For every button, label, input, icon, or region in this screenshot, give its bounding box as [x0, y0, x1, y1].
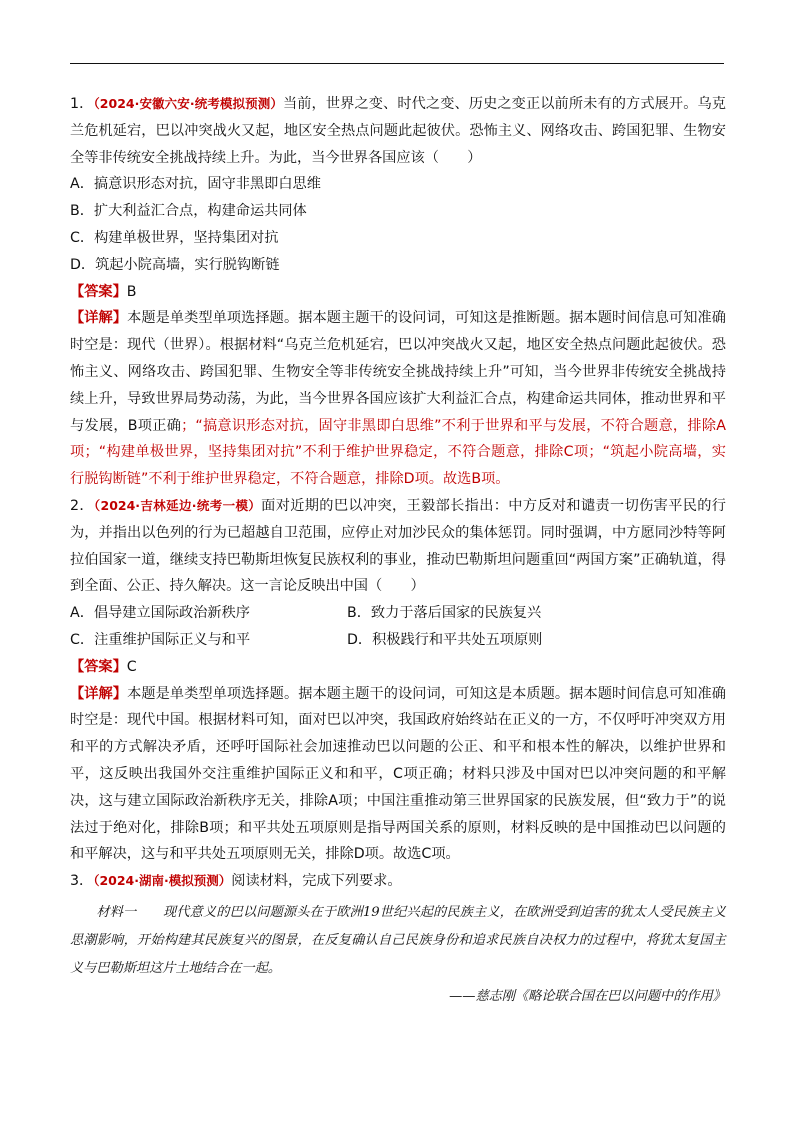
question-text: 面对近期的巴以冲突，王毅部长指出：中方反对和谴责一切伤害平民的行为，并指出以色列的行为已超越自卫范围，应停止对加沙民众的集体惩罚。同时强调，中方愿同沙特等阿拉伯国家一道，继续支持巴勒斯坦恢复民族权利的事业，推动巴勒斯坦问题重回“两国方案”正确轨道，得到全面、公正、持久解决。这一言论反映出中国（ ） [70, 497, 726, 595]
answer-line [70, 279, 726, 306]
analysis-text-highlight: ；“搞意识形态对抗，固守非黑即白思维”不利于世界和平与发展，不符合题意，排除A项；“构建单极世界，坚持集团对抗”不利于维护世界稳定，不符合题意，排除C项；“筑起小院高墙，实行脱钩断链”不利于维护世界稳定，不符合题意，排除D项。故选B项。 [70, 417, 726, 488]
analysis-text: 本题是单类型单项选择题。据本题主题干的设问词，可知这是本质题。据本题时间信息可知准确时空是：现代中国。根据材料可知，面对巴以冲突，我国政府始终站在正义的一方，不仅呼吁冲突双方用和平的方式解决矛盾，还呼吁国际社会加速推动巴以问题的公正、和平和根本性的解决，以维护世界和平，这反映出我国外交注重维护国际正义和和平，C项正确；材料只涉及中国对巴以冲突问题的和平解决，这与建立国际政治新秩序无关，排除A项；中国注重推动第三世界国家的民族发展，但“致力于”的说法过于绝对化，排除B项；和平共处五项原则是指导两国关系的原则，材料反映的是中国推动巴以问题的和平解决，这与和平共处五项原则无关，排除D项。故选C项。 [70, 685, 726, 863]
option-c: C．构建单极世界，坚持集团对抗 [70, 229, 279, 246]
material-citation: ——慈志刚《略论联合国在巴以问题中的作用》 [449, 988, 726, 1004]
option-b: B．致力于落后国家的民族复兴 [347, 605, 542, 622]
analysis-paragraph [70, 305, 726, 493]
analysis-paragraph [70, 681, 726, 869]
option-d: D．积极践行和平共处五项原则 [347, 631, 543, 648]
options-row-2 [70, 627, 726, 654]
question-2-stem [70, 493, 726, 600]
analysis-text: 本题是单类型单项选择题。据本题主题干的设问词，可知这是推断题。据本题时间信息可知准确时空是：现代（世界）。根据材料“乌克兰危机延宕，巴以冲突战火又起，地区安全热点问题此起彼伏。恐怖主义、网络攻击、跨国犯罪、生物安全等非传统安全挑战持续上升”可知，当今世界非传统安全挑战持续上升，导致世界局势动荡，为此，当今世界各国应该扩大利益汇合点，构建命运共同体，推动世界和平与发展，B项正确 [70, 310, 726, 434]
question-source: （2024·安徽六安·统考模拟预测） [93, 96, 283, 111]
material-one: 材料一 现代意义的巴以问题源头在于欧洲19世纪兴起的民族主义，在欧洲受到迫害的犹太人受民族主义思潮影响，开始构建其民族复兴的图景，在反复确认自己民族身份和追求民族自决权力的过程中，将犹太复国主义与巴勒斯坦这片土地结合在一起。 [70, 904, 726, 976]
question-number: 1． [70, 96, 94, 112]
option-a: A．倡导建立国际政治新秩序 [70, 605, 250, 622]
answer-label: 【答案】 [70, 658, 127, 675]
header-rule [70, 63, 724, 64]
analysis-label: 【详解】 [70, 310, 128, 327]
answer-label: 【答案】 [70, 283, 127, 300]
document-body [70, 91, 726, 1011]
options-row-1 [70, 600, 726, 627]
question-number: 2． [70, 497, 94, 514]
option-a: A．搞意识形态对抗，固守非黑即白思维 [70, 176, 321, 193]
question-number: 3． [70, 873, 94, 890]
answer-line [70, 654, 726, 681]
question-1-stem [70, 91, 726, 171]
question-source: （2024·湖南·模拟预测） [93, 873, 232, 889]
answer-value: C [126, 658, 137, 675]
option-b: B．扩大利益汇合点，构建命运共同体 [70, 203, 307, 220]
question-source: （2024·吉林延边·统考一模） [93, 497, 262, 513]
option-d: D．筑起小院高墙，实行脱钩断链 [70, 256, 280, 273]
question-text: 当前，世界之变、时代之变、历史之变正以前所未有的方式展开。乌克兰危机延宕，巴以冲突战火又起，地区安全热点问题此起彼伏。恐怖主义、网络攻击、跨国犯罪、生物安全等非传统安全挑战持续上升。为此，当今世界各国应该（ ） [70, 96, 726, 166]
analysis-label: 【详解】 [70, 685, 128, 702]
question-3-stem [70, 868, 726, 895]
answer-value: B [126, 283, 137, 300]
option-c: C．注重维护国际正义与和平 [70, 631, 251, 648]
question-text: 阅读材料，完成下列要求。 [231, 873, 402, 890]
